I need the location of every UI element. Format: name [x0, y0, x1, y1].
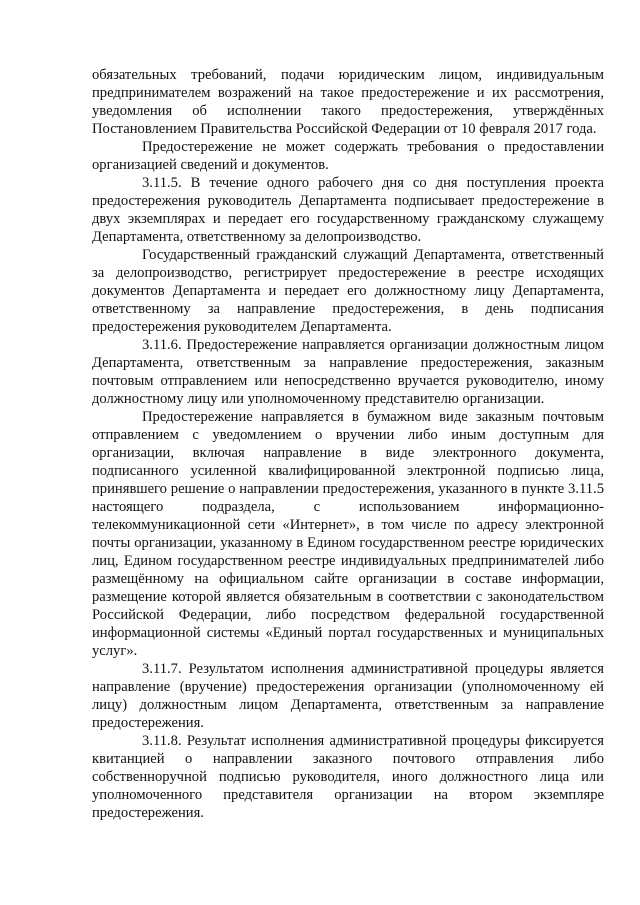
document-body	[92, 66, 604, 822]
paragraph-delivery-methods: Предостережение направляется в бумажном виде заказным почтовым отправлением с уведомлением о вручении либо иным доступным для организации, включая направление в виде электронного документа, подписанного усиленной квалифицированной электронной подписью лица, принявшего решение о направлении предостережения, указанного в пункте 3.11.5 настоящего подраздела, с использованием информационно-телекоммуникационной сети «Интернет», в том числе по адресу электронной почты организации, указанному в Едином государственном реестре юридических лиц, Едином государственном реестре индивидуальных предпринимателей либо размещённому на официальном сайте организации в составе информации, размещение которой является обязательным в соответствии с законодательством Российской Федерации, либо посредством федеральной государственной информационной системы «Единый портал государственных и муниципальных услуг».	[92, 409, 604, 659]
paragraph-3-11-6: 3.11.6. Предостережение направляется организации должностным лицом Департамента, ответственным за направление предостережения, заказным почтовым отправлением или непосредственно вручается руководителю, иному должностному лицу или уполномоченному представителю организации.	[92, 337, 604, 407]
paragraph-content-restriction: Предостережение не может содержать требования о предоставлении организацией сведений и документов.	[92, 139, 604, 173]
paragraph-3-11-5: 3.11.5. В течение одного рабочего дня со дня поступления проекта предостережения руководитель Департамента подписывает предостережение в двух экземплярах и передает его государственному гражданскому служащему Департамента, ответственному за делопроизводство.	[92, 175, 604, 245]
paragraph-registration: Государственный гражданский служащий Департамента, ответственный за делопроизводство, регистрирует предостережение в реестре исходящих документов Департамента и передает его должностному лицу Департамента, ответственному за направление предостережения, в день подписания предостережения руководителем Департамента.	[92, 247, 604, 335]
paragraph-3-11-7: 3.11.7. Результатом исполнения административной процедуры является направление (вручение) предостережения организации (уполномоченному ей лицу) должностным лицом Департамента, ответственным за направление предостережения.	[92, 661, 604, 731]
paragraph-3-11-8: 3.11.8. Результат исполнения административной процедуры фиксируется квитанцией о направлении заказного почтового отправления либо собственноручной подписью руководителя, иного должностного лица или уполномоченного представителя организации на втором экземпляре предостережения.	[92, 733, 604, 821]
paragraph-continuation: обязательных требований, подачи юридическим лицом, индивидуальным предпринимателем возражений на такое предостережение и их рассмотрения, уведомления об исполнении такого предостережения, утверждённых Постановлением Правительства Российской Федерации от 10 февраля 2017 года.	[92, 67, 604, 137]
